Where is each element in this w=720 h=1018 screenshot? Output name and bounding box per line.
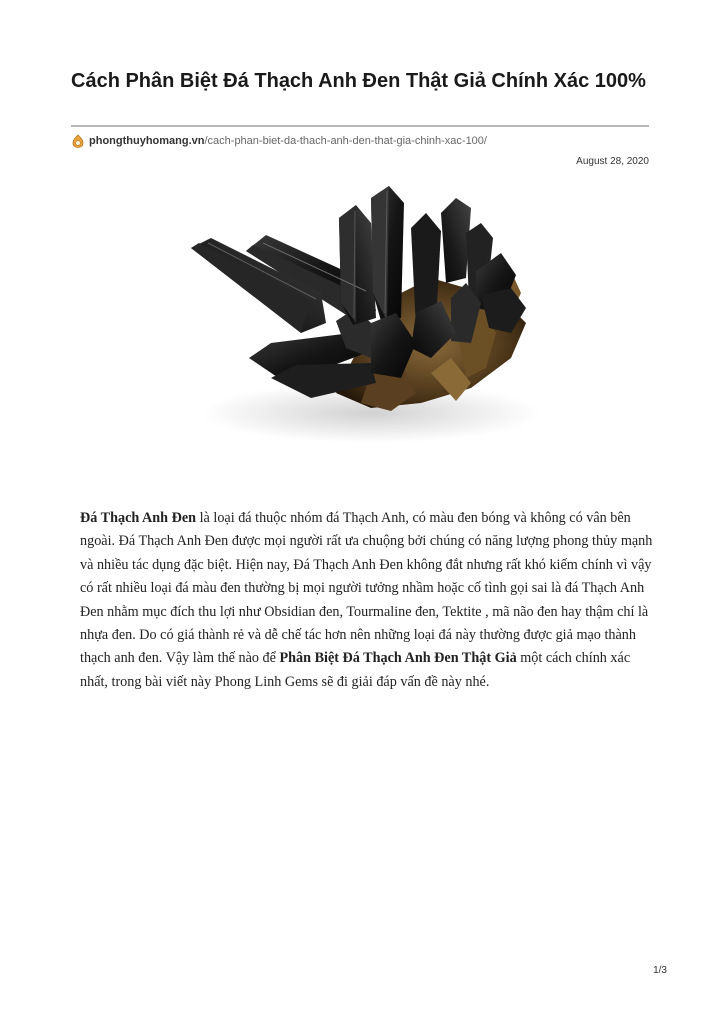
article-text: một cách chính xác nhất, trong bài viết này Phong Linh Gems sẽ đi giải đáp vấn đề này nhé.	[80, 650, 631, 690]
article-paragraph	[80, 507, 654, 694]
black-quartz-image	[71, 183, 649, 480]
source-url[interactable]	[71, 133, 487, 149]
source-path[interactable]: /cach-phan-biet-da-thach-anh-den-that-gia-chinh-xac-100/	[204, 135, 487, 147]
article-keyword: Đá Thạch Anh Đen	[80, 510, 197, 526]
page-number: 1/3	[653, 965, 667, 976]
source-domain[interactable]: phongthuyhomang.vn	[89, 135, 205, 147]
publish-date: August 28, 2020	[576, 156, 649, 167]
article-keyword: Phân Biệt Đá Thạch Anh Đen Thật Giả	[279, 650, 517, 667]
title-divider	[71, 125, 649, 127]
page-title: Cách Phân Biệt Đá Thạch Anh Đen Thật Giả Chính Xác 100%	[71, 70, 646, 92]
site-logo-icon	[71, 134, 85, 148]
article-text: là loại đá thuộc nhóm đá Thạch Anh, có màu đen bóng và không có vân bên ngoài. Đá Thạch Anh Đen được mọi người rất ưa chuộng bởi chúng có năng lượng phong thủy mạnh và nhiều tác dụng đặc biệt. Hiện nay, Đá Thạch Anh Đen không đắt nhưng rất khó kiếm chính vì vậy có rất nhiều loại đá màu đen thường bị mọi người tưởng nhầm hoặc cố tình gọi sai là đá Thạch Anh Đen nhằm mục đích thu lợi như Obsidian đen, Tourmaline đen, Tektite , mã não đen hay thậm chí là nhựa đen. Do có giá thành rẻ và dễ chế tác hơn nên những loại đá này thường được giả mạo thành thạch anh đen. Vậy làm thế nào để	[80, 510, 653, 667]
